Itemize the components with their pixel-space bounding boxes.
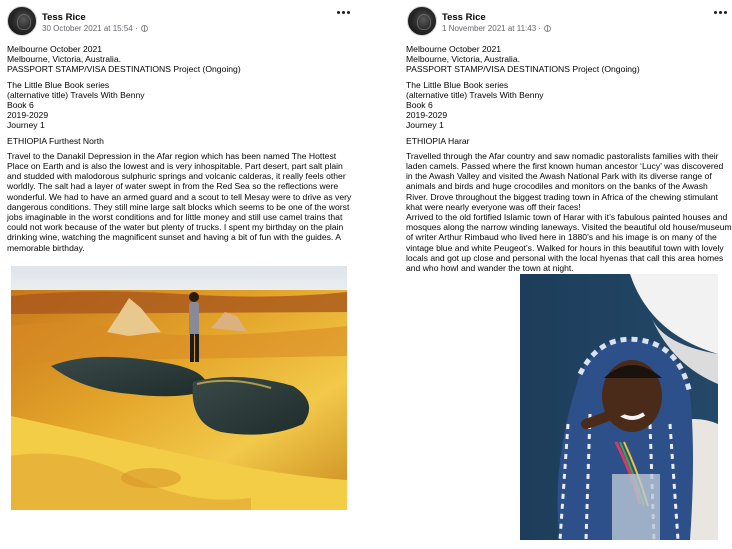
- post-paragraph: Arrived to the old fortified Islamic town of Harar with it’s fabulous painted houses and mosques along the narrow winding laneways. Visited the beautiful old house/museum of writer Arthur Rimbaud who lived here in 1880’s and his image is on many of the vintage blue and white Peugeot’s. Walked for hours in this beautiful town with lovely locals and got up close and personal with the local hyenas that call this area homes and who howl and wander the town at night.: [406, 212, 732, 274]
- post-paragraph: Travelled through the Afar country and saw nomadic pastoralists families with their laden camels. Passed where the first known human ancestor ‘Lucy’ was discovered in the Awash Valley and visited the Awash National Park with its diverse range of animals and birds and huge crocodiles and monitors on the banks of the Awash River. Drove throughout the biggest trading town in Africa of the chewing stimulant khat were nearly everyone was off their faces!: [406, 150, 724, 212]
- post-line: The Little Blue Book series: [406, 79, 509, 90]
- post-line: Melbourne, Victoria, Australia.: [406, 54, 521, 65]
- post-line: 2019-2029: [7, 110, 49, 121]
- post-danakil: [0, 0, 360, 549]
- post-body: [7, 44, 357, 253]
- avatar[interactable]: [407, 6, 437, 36]
- author-name[interactable]: Tess Rice: [442, 12, 486, 23]
- post-line: Journey 1: [7, 120, 45, 131]
- post-line: 2019-2029: [406, 110, 448, 121]
- danakil-photo[interactable]: [11, 266, 347, 510]
- timestamp-text[interactable]: 1 November 2021 at 11:43: [442, 24, 537, 33]
- globe-icon: [141, 25, 148, 32]
- more-icon[interactable]: [336, 8, 352, 18]
- post-line: The Little Blue Book series: [7, 79, 110, 90]
- post-line: Book 6: [406, 100, 433, 111]
- post-line: Melbourne October 2021: [406, 44, 502, 54]
- post-timestamp: 30 October 2021 at 15:54 ·: [42, 24, 148, 33]
- post-line: PASSPORT STAMP/VISA DESTINATIONS Project (Ongoing): [7, 64, 241, 75]
- post-line: PASSPORT STAMP/VISA DESTINATIONS Project (Ongoing): [406, 64, 640, 75]
- author-name[interactable]: Tess Rice: [42, 12, 86, 23]
- harar-boy-photo[interactable]: [520, 274, 718, 540]
- post-line: (alternative title) Travels With Benny: [406, 89, 544, 100]
- post-line: Journey 1: [406, 120, 444, 131]
- timestamp-text[interactable]: 30 October 2021 at 15:54: [42, 24, 133, 33]
- post-harar: [400, 0, 732, 549]
- post-line: Melbourne October 2021: [7, 44, 103, 54]
- more-icon[interactable]: [713, 8, 729, 18]
- post-body: [406, 44, 732, 273]
- post-line: (alternative title) Travels With Benny: [7, 89, 145, 100]
- post-header: [7, 6, 360, 36]
- post-line: ETHIOPIA Harar: [406, 135, 470, 146]
- globe-icon: [544, 25, 551, 32]
- post-line: ETHIOPIA Furthest North: [7, 135, 104, 146]
- post-line: Book 6: [7, 100, 34, 111]
- post-timestamp: 1 November 2021 at 11:43 ·: [442, 24, 551, 33]
- post-header: [407, 6, 732, 36]
- post-line: Melbourne, Victoria, Australia.: [7, 54, 122, 65]
- post-paragraph: Travel to the Danakil Depression in the Afar region which has been named The Hottest Place on Earth and is also the lowest and is very inhospitable. Part desert, part salt plain and studded with malodorous sulphuric springs and volcanic calderas, it really feels other worldly. The salt had a layer of water swept in from the Red Sea so the reflections were wonderful. We had to have an armed guard and a scout to tell Mesay were to drive as very dangerous conditions. They still mine large salt blocks which seems to be one of the worst jobs imaginable in the worst conditions and for little money and still use camel trains that could not work because of the water but plenty of trucks. I spent my birthday on the plain drinking wine, watching the magnificent sunset and having a bit of fun with the guides. A memorable birthday.: [7, 150, 352, 253]
- avatar[interactable]: [7, 6, 37, 36]
